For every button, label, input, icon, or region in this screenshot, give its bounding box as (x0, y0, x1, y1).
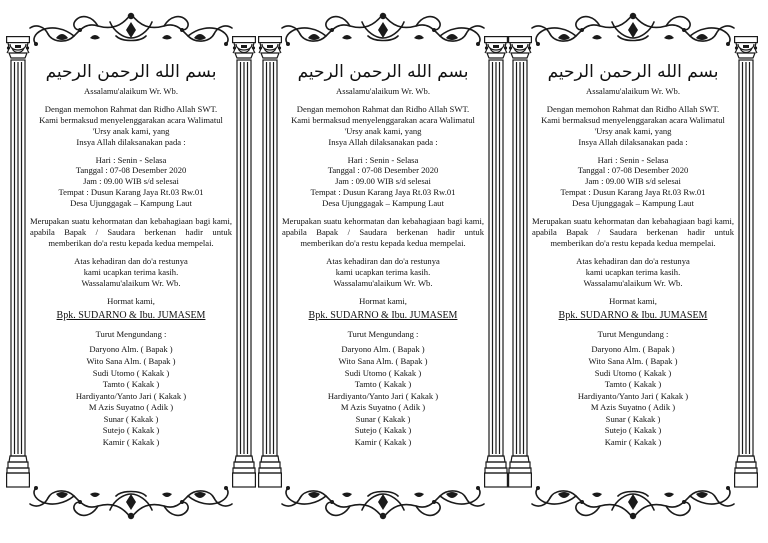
co-host-item: Wito Sana Alm. ( Bapak ) (86, 355, 176, 366)
invitation-card-3 (506, 0, 758, 543)
closing-greeting: Wassalamu'alaikum Wr. Wb. (583, 277, 683, 288)
ornament-bottom-icon (528, 484, 738, 524)
co-host-item: Kamir ( Kakak ) (102, 437, 160, 448)
ornament-bottom-icon (278, 484, 488, 524)
detail-time: Jam : 09.00 WIB s/d selesai (585, 176, 681, 187)
request-paragraph: Merupakan suatu kehormatan dan kebahagiaan bagi kami, apabila Bapak / Saudara berkenan hadir untuk memberikan do'a restu kepada kedua mempelai. (30, 216, 232, 248)
intro-line: Insya Allah dilaksanakan pada : (328, 136, 438, 147)
intro-line: Dengan memohon Rahmat dan Ridho Allah SWT. (44, 103, 218, 114)
closing-greeting: Wassalamu'alaikum Wr. Wb. (333, 277, 433, 288)
ornament-top-icon (278, 8, 488, 48)
co-hosts-label: Turut Mengundang : (597, 329, 669, 340)
invitation-card-1 (4, 0, 256, 543)
co-host-item: Sudi Utomo ( Kakak ) (594, 367, 672, 378)
co-hosts-label: Turut Mengundang : (95, 329, 167, 340)
thanks-line: Atas kehadiran dan do'a restunya (576, 255, 690, 266)
detail-time: Jam : 09.00 WIB s/d selesai (83, 176, 179, 187)
detail-place: Tempat : Dusun Karang Jaya Rt.03 Rw.01 (560, 187, 706, 198)
detail-time: Jam : 09.00 WIB s/d selesai (335, 176, 431, 187)
regards: Hormat kami, (107, 295, 155, 306)
bismillah-calligraphy: بسم الله الرحمن الرحيم (45, 62, 217, 82)
pillar-left-icon (508, 36, 532, 488)
pillar-left-icon (6, 36, 30, 488)
intro-line: Kami bermaksud menyelenggarakan acara Walimatul (291, 114, 475, 125)
parents-names: Bpk. SUDARNO & Ibu. JUMASEM (558, 310, 708, 322)
invitation-card-2 (256, 0, 508, 543)
request-paragraph: Merupakan suatu kehormatan dan kebahagiaan bagi kami, apabila Bapak / Saudara berkenan hadir untuk memberikan do'a restu kepada kedua mempelai. (532, 216, 734, 248)
co-host-item: Sudi Utomo ( Kakak ) (92, 367, 170, 378)
thanks-line: kami ucapkan terima kasih. (83, 266, 179, 277)
intro-line: Kami bermaksud menyelenggarakan acara Walimatul (541, 114, 725, 125)
intro-line: Dengan memohon Rahmat dan Ridho Allah SWT. (296, 103, 470, 114)
co-host-item: Sutejo ( Kakak ) (354, 425, 412, 436)
co-host-item: Tamto ( Kakak ) (102, 379, 160, 390)
co-host-item: Wito Sana Alm. ( Bapak ) (588, 355, 678, 366)
detail-date: Tanggal : 07-08 Desember 2020 (577, 165, 689, 176)
bismillah-calligraphy: بسم الله الرحمن الرحيم (547, 62, 719, 82)
detail-place: Tempat : Dusun Karang Jaya Rt.03 Rw.01 (310, 187, 456, 198)
detail-date: Tanggal : 07-08 Desember 2020 (327, 165, 439, 176)
detail-place: Tempat : Dusun Karang Jaya Rt.03 Rw.01 (58, 187, 204, 198)
co-host-item: Sutejo ( Kakak ) (102, 425, 160, 436)
intro-line: Insya Allah dilaksanakan pada : (76, 136, 186, 147)
co-host-item: Sunar ( Kakak ) (103, 413, 159, 424)
parents-names: Bpk. SUDARNO & Ibu. JUMASEM (308, 310, 458, 322)
intro-line: 'Ursy anak kami, yang (92, 125, 170, 136)
co-host-item: M Azis Suyatno ( Adik ) (88, 402, 174, 413)
co-host-item: Tamto ( Kakak ) (604, 379, 662, 390)
request-paragraph: Merupakan suatu kehormatan dan kebahagiaan bagi kami, apabila Bapak / Saudara berkenan hadir untuk memberikan do'a restu kepada kedua mempelai. (282, 216, 484, 248)
closing-greeting: Wassalamu'alaikum Wr. Wb. (81, 277, 181, 288)
invitation-text (532, 62, 734, 449)
intro-line: Dengan memohon Rahmat dan Ridho Allah SWT. (546, 103, 720, 114)
detail-day: Hari : Senin - Selasa (597, 154, 669, 165)
co-host-item: Sunar ( Kakak ) (355, 413, 411, 424)
ornament-top-icon (528, 8, 738, 48)
regards: Hormat kami, (359, 295, 407, 306)
invitation-text (30, 62, 232, 449)
regards: Hormat kami, (609, 295, 657, 306)
co-host-item: M Azis Suyatno ( Adik ) (590, 402, 676, 413)
ornament-bottom-icon (26, 484, 236, 524)
detail-village: Desa Ujunggagak – Kampung Laut (70, 198, 192, 209)
co-host-item: Sudi Utomo ( Kakak ) (344, 367, 422, 378)
co-host-item: Daryono Alm. ( Bapak ) (89, 344, 173, 355)
greeting: Assalamu'alaikum Wr. Wb. (586, 86, 680, 96)
intro-line: 'Ursy anak kami, yang (344, 125, 422, 136)
detail-village: Desa Ujunggagak – Kampung Laut (572, 198, 694, 209)
pillar-right-icon (232, 36, 256, 488)
co-host-item: Tamto ( Kakak ) (354, 379, 412, 390)
co-host-item: Hardiyanto/Yanto Jari ( Kakak ) (327, 390, 439, 401)
co-host-item: Daryono Alm. ( Bapak ) (341, 344, 425, 355)
co-host-item: Daryono Alm. ( Bapak ) (591, 344, 675, 355)
co-host-item: Kamir ( Kakak ) (604, 437, 662, 448)
bismillah-calligraphy: بسم الله الرحمن الرحيم (297, 62, 469, 82)
pillar-right-icon (734, 36, 758, 488)
thanks-line: kami ucapkan terima kasih. (585, 266, 681, 277)
co-host-item: Kamir ( Kakak ) (354, 437, 412, 448)
co-host-item: Sunar ( Kakak ) (605, 413, 661, 424)
greeting: Assalamu'alaikum Wr. Wb. (336, 86, 430, 96)
co-hosts-label: Turut Mengundang : (347, 329, 419, 340)
thanks-line: Atas kehadiran dan do'a restunya (326, 255, 440, 266)
pillar-right-icon (484, 36, 508, 488)
thanks-line: kami ucapkan terima kasih. (335, 266, 431, 277)
co-host-item: M Azis Suyatno ( Adik ) (340, 402, 426, 413)
co-host-item: Hardiyanto/Yanto Jari ( Kakak ) (75, 390, 187, 401)
intro-line: Insya Allah dilaksanakan pada : (578, 136, 688, 147)
pillar-left-icon (258, 36, 282, 488)
intro-line: 'Ursy anak kami, yang (594, 125, 672, 136)
parents-names: Bpk. SUDARNO & Ibu. JUMASEM (56, 310, 206, 322)
invitation-text (282, 62, 484, 449)
detail-day: Hari : Senin - Selasa (95, 154, 167, 165)
co-host-item: Hardiyanto/Yanto Jari ( Kakak ) (577, 390, 689, 401)
ornament-top-icon (26, 8, 236, 48)
detail-village: Desa Ujunggagak – Kampung Laut (322, 198, 444, 209)
detail-date: Tanggal : 07-08 Desember 2020 (75, 165, 187, 176)
detail-day: Hari : Senin - Selasa (347, 154, 419, 165)
greeting: Assalamu'alaikum Wr. Wb. (84, 86, 178, 96)
intro-line: Kami bermaksud menyelenggarakan acara Walimatul (39, 114, 223, 125)
thanks-line: Atas kehadiran dan do'a restunya (74, 255, 188, 266)
co-host-item: Wito Sana Alm. ( Bapak ) (338, 355, 428, 366)
co-host-item: Sutejo ( Kakak ) (604, 425, 662, 436)
